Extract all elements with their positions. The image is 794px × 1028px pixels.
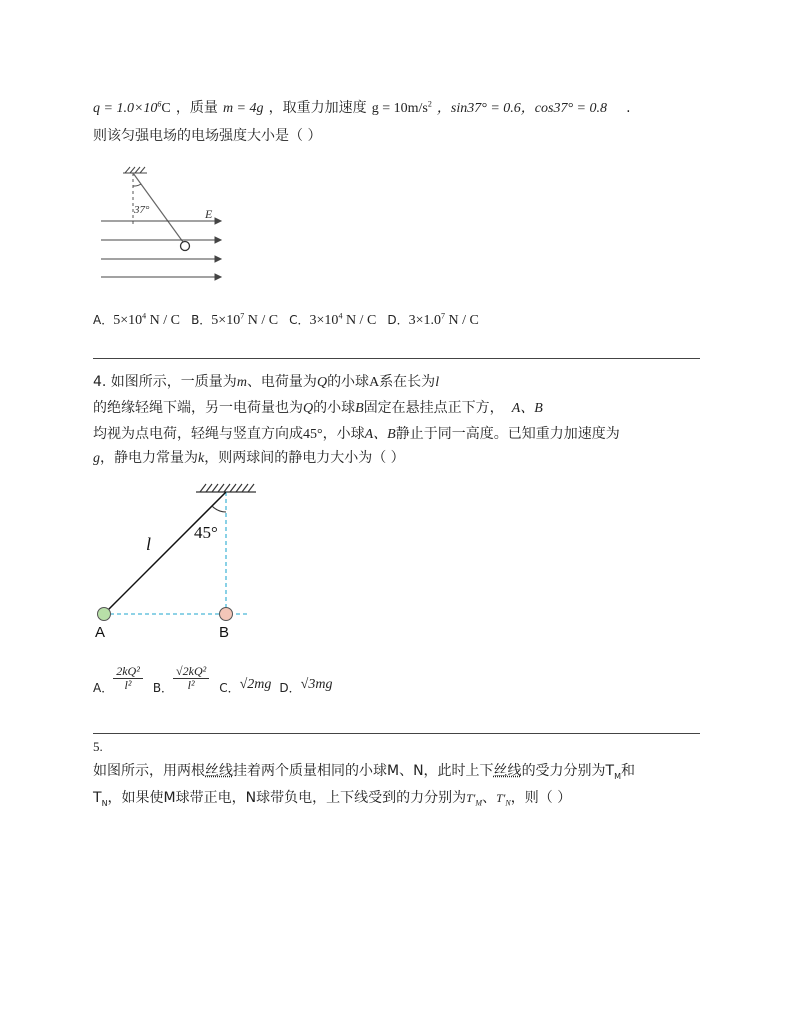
q3-figure — [95, 166, 230, 286]
q4-angle-label: 45° — [194, 523, 218, 542]
q4-length-label: l — [146, 534, 152, 554]
q3-mass: m = 4g — [222, 101, 264, 116]
q3-option-d[interactable]: D．$3\times 1.0^7$ N / C — [387, 311, 479, 328]
q4-label-b: B — [219, 624, 230, 641]
q3-field-label: E — [205, 207, 213, 221]
q4-angle-arc — [212, 506, 226, 512]
q4-option-a[interactable]: A． $\frac{\text{2kQ²}}{\text{l²}}$ — [93, 665, 143, 698]
q4-line4: g，静电力常量为k，则两球间的静电力大小为（ ） — [93, 450, 405, 466]
q3-options — [93, 309, 479, 329]
q3-gravity: $g = 10m/s^2$ — [371, 99, 432, 116]
q4-line1: 4. 如图所示，一质量为m、电荷量为Q的小球A系在长为l — [93, 374, 440, 390]
q3-ceiling — [123, 167, 147, 173]
q3-line1 — [93, 97, 631, 117]
q4-line2: 的绝缘轻绳下端，另一电荷量也为Q的小球B固定在悬挂点正下方， A、B — [93, 400, 543, 416]
divider-1 — [93, 358, 700, 359]
q4-ball-a — [98, 608, 111, 621]
q4-option-c[interactable]: C． √2mg — [219, 677, 272, 695]
q3-ball — [181, 242, 190, 251]
q3-charge: $q = 1.0\times 10^6C$ — [93, 99, 171, 116]
q4-line3: 均视为点电荷，轻绳与竖直方向成45°，小球A、B静止于同一高度。已知重力加速度为 — [93, 426, 620, 442]
q4-ceiling — [196, 484, 256, 492]
q3-question: 则该匀强电场的电场强度大小是（ ） — [93, 128, 322, 144]
q5-line1: 如图所示，用两根丝线挂着两个质量相同的小球M、N，此时上下丝线的受力分别为$T_M$和 — [93, 763, 636, 781]
q3-option-a[interactable]: A．$5\times 10^4$ N / C — [93, 311, 180, 328]
q3-text-gravity: ，取重力加速度 — [268, 100, 367, 116]
q4-option-d[interactable]: D． √3mg — [279, 677, 333, 695]
q5-number: 5. — [93, 739, 103, 754]
q3-option-b[interactable]: B．$5\times 10^7$ N / C — [191, 311, 279, 328]
q3-angle-arc — [133, 184, 141, 186]
q4-label-a: A — [95, 624, 106, 641]
q4-options — [93, 656, 332, 698]
q4-figure — [90, 480, 260, 645]
q4-string — [107, 492, 226, 611]
q4-option-b[interactable]: B． $\frac{\text{√2kQ²}}{\text{l²}}$ — [153, 665, 209, 698]
q3-option-c[interactable]: C．$3\times 10^4$ N / C — [289, 311, 377, 328]
q3-field-lines — [101, 218, 221, 280]
divider-2 — [93, 733, 700, 734]
q3-angle-label: 37° — [134, 204, 150, 216]
q3-text-mass: ，质量 — [175, 100, 218, 116]
q5-line2: $T_N$，如果使M球带正电，N球带负电，上下线受到的力分别为$T'_M$、$T'_N$，则（ ） — [93, 790, 572, 808]
q4-ball-b — [220, 608, 233, 621]
q3-trig: ，sin37° = 0.6，cos37° = 0.8 — [436, 101, 607, 116]
q3-period: . — [626, 100, 631, 116]
